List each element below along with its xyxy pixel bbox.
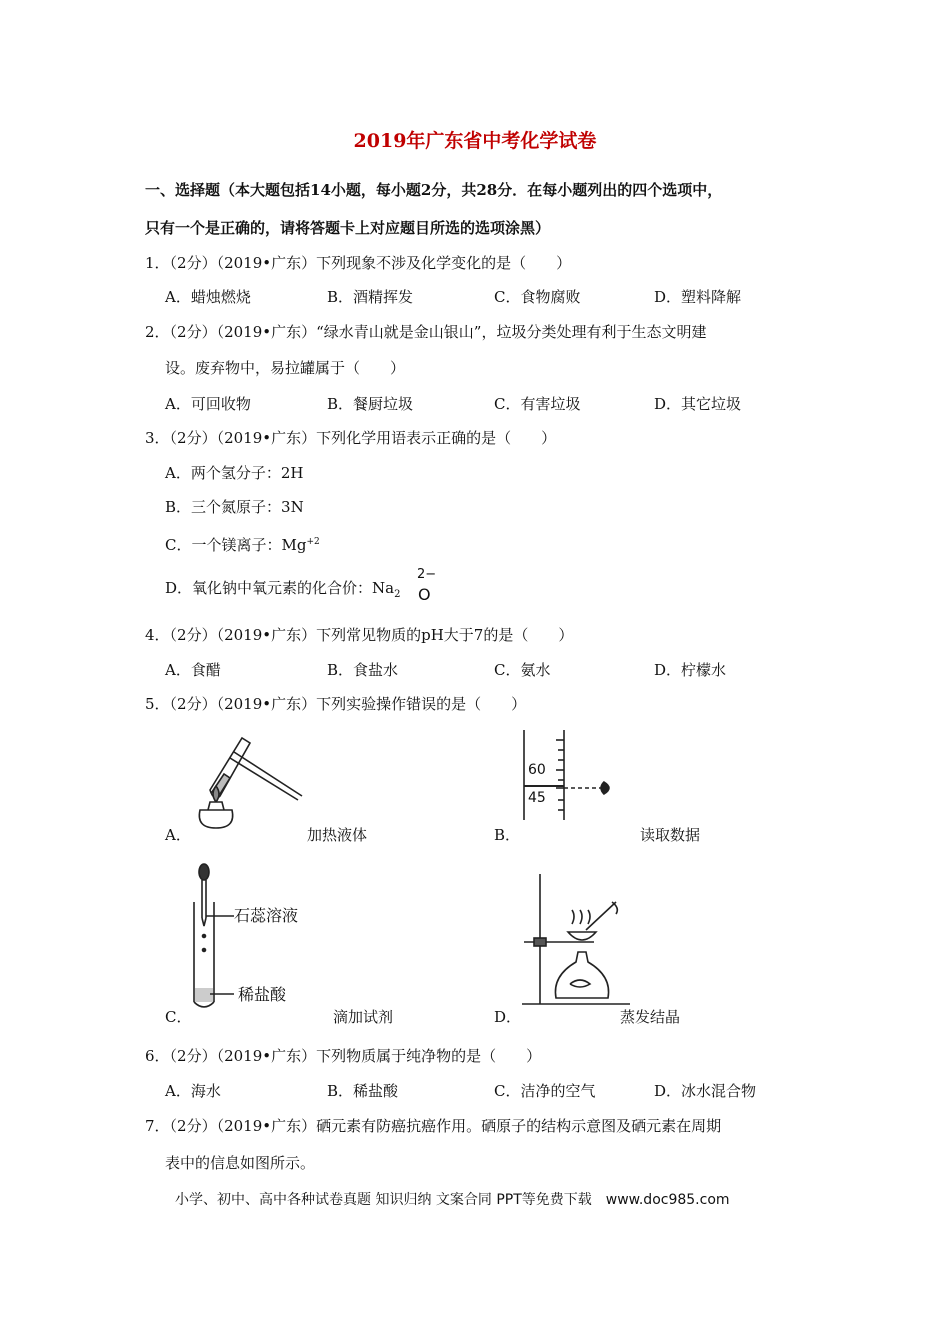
section-heading-line2: 只有一个是正确的，请将答题卡上对应题目所选的选项涂黑） — [145, 219, 551, 237]
question-2-stem-line2: 设。废弃物中，易拉罐属于（ ） — [165, 359, 406, 377]
question-3-option-d — [165, 578, 400, 605]
question-6-stem: 6．（2分）（2019•广东）下列物质属于纯净物的是（ ） — [145, 1047, 542, 1065]
question-1-stem: 1．（2分）（2019•广东）下列现象不涉及化学变化的是（ ） — [145, 254, 572, 272]
dropper-label-hcl: 稀盐酸 — [238, 985, 287, 1004]
question-3-stem: 3．（2分）（2019•广东）下列化学用语表示正确的是（ ） — [145, 429, 557, 447]
question-1-option-a: A．蜡烛燃烧 — [165, 288, 251, 306]
question-5-option-c-caption: 滴加试剂 — [333, 1008, 394, 1026]
cylinder-label-60: 60 — [528, 762, 546, 778]
question-4-option-c: C．氨水 — [494, 661, 551, 679]
question-7-stem-line2: 表中的信息如图所示。 — [165, 1154, 316, 1172]
question-3-option-b: B．三个氮原子：3N — [165, 498, 304, 516]
question-5-option-c-letter: C． — [165, 1008, 192, 1026]
question-3-option-d-element: O — [418, 585, 431, 604]
page-title: 2019年广东省中考化学试卷 — [353, 130, 597, 152]
question-5-option-d-letter: D． — [494, 1008, 522, 1026]
section-heading-line1: 一、选择题（本大题包括14小题，每小题2分，共28分．在每小题列出的四个选项中， — [145, 181, 723, 199]
question-3-option-c-charge: +2 — [306, 537, 320, 547]
question-6-option-d: D．冰水混合物 — [654, 1082, 757, 1100]
question-2-option-d: D．其它垃圾 — [654, 395, 742, 413]
question-2-option-a: A．可回收物 — [165, 395, 251, 413]
question-4-option-a: A．食醋 — [165, 661, 221, 679]
question-5-option-b-caption: 读取数据 — [640, 826, 701, 844]
question-3-option-d-valence: 2− — [417, 567, 437, 582]
question-1-option-c: C．食物腐败 — [494, 288, 581, 306]
evaporation-figure — [520, 872, 640, 1012]
question-4-stem: 4．（2分）（2019•广东）下列常见物质的pH大于7的是（ ） — [145, 626, 574, 644]
question-3-option-d-subscript: 2 — [394, 589, 401, 600]
question-1-option-b: B．酒精挥发 — [327, 288, 414, 306]
question-3-option-c-text: C．一个镁离子：Mg — [165, 536, 307, 554]
footer-ad: 小学、初中、高中各种试卷真题 知识归纳 文案合同 PPT等免费下载 www.doc985.com — [175, 1192, 730, 1208]
question-5-option-d-caption: 蒸发结晶 — [620, 1008, 681, 1026]
cylinder-label-45: 45 — [528, 790, 546, 806]
question-6-option-b: B．稀盐酸 — [327, 1082, 399, 1100]
question-5-option-b-letter: B． — [494, 826, 521, 844]
question-5-option-a-letter: A． — [165, 826, 191, 844]
question-3-option-d-text: D．氧化钠中氧元素的化合价：Na — [165, 579, 395, 597]
question-5-stem: 5．（2分）（2019•广东）下列实验操作错误的是（ ） — [145, 695, 527, 713]
dropper-label-litmus: 石蕊溶液 — [234, 906, 299, 925]
question-2-stem-line1: 2．（2分）（2019•广东）“绿水青山就是金山银山”，垃圾分类处理有利于生态文明建 — [145, 323, 707, 341]
question-3-option-c — [165, 532, 320, 555]
question-2-option-c: C．有害垃圾 — [494, 395, 581, 413]
question-3-option-a: A．两个氢分子：2H — [165, 464, 304, 482]
question-4-option-b: B．食盐水 — [327, 661, 399, 679]
question-4-option-d: D．柠檬水 — [654, 661, 727, 679]
question-5-option-a-caption: 加热液体 — [307, 826, 368, 844]
heating-liquid-figure — [190, 728, 310, 833]
question-6-option-a: A．海水 — [165, 1082, 221, 1100]
question-7-stem-line1: 7．（2分）（2019•广东）硒元素有防癌抗癌作用。硒原子的结构示意图及硒元素在周期 — [145, 1117, 722, 1135]
dropping-reagent-figure — [190, 862, 230, 1012]
question-1-option-d: D．塑料降解 — [654, 288, 742, 306]
question-6-option-c: C．洁净的空气 — [494, 1082, 596, 1100]
question-2-option-b: B．餐厨垃圾 — [327, 395, 414, 413]
